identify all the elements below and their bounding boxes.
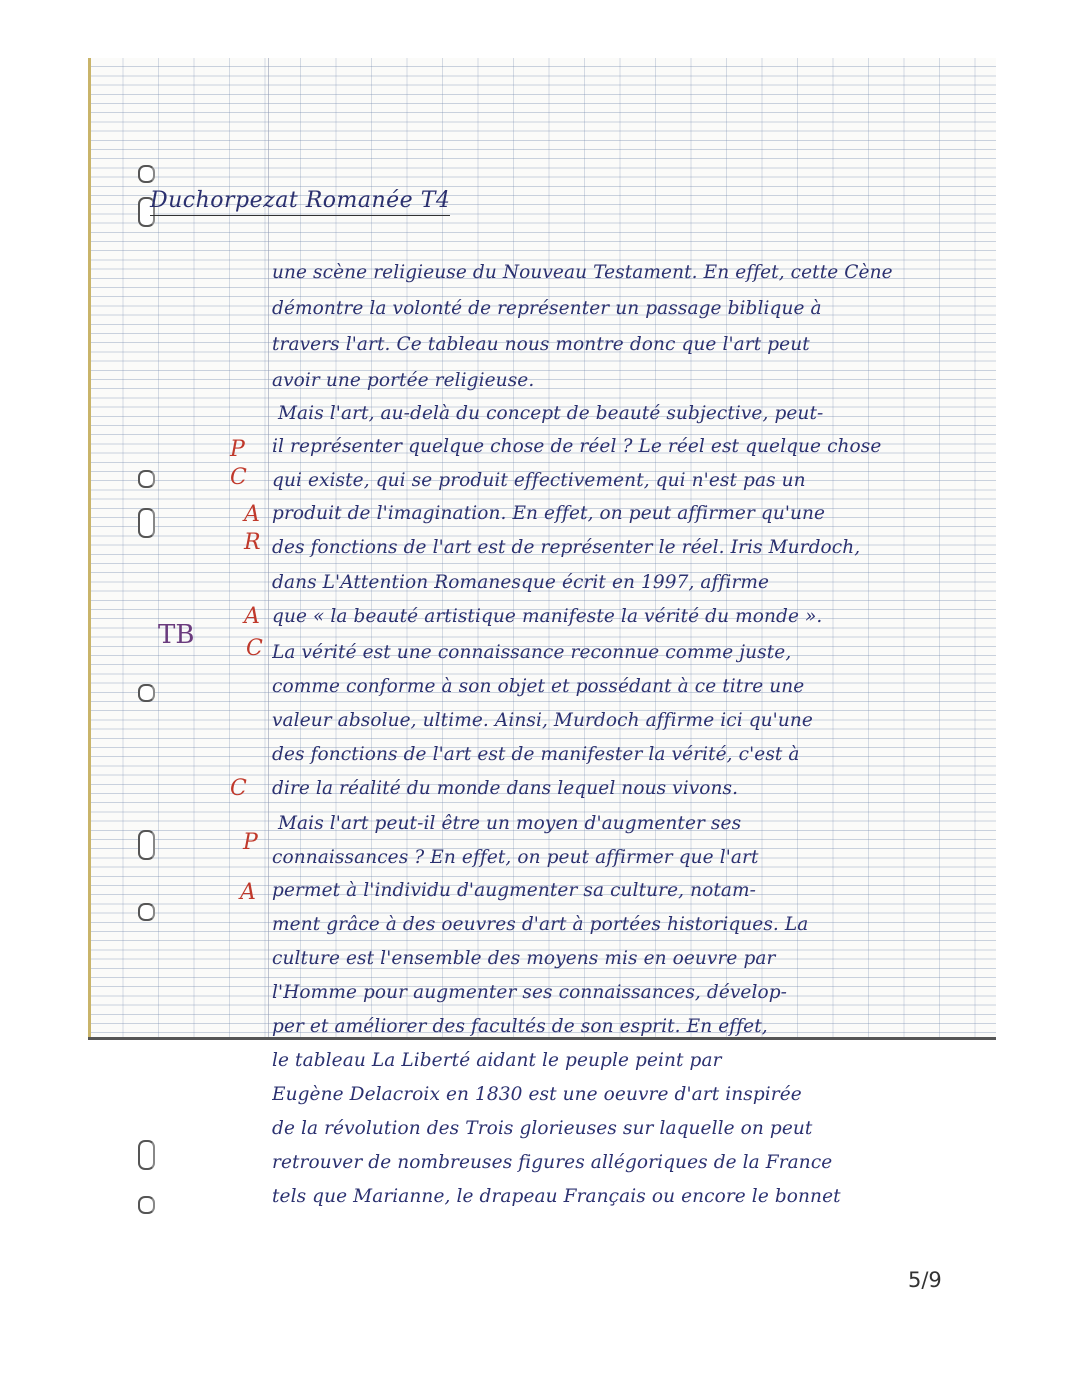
binder-hole [138, 470, 155, 488]
margin-letter-c: C [230, 776, 247, 801]
margin-letter-a: A [244, 502, 260, 527]
text-line: de la révolution des Trois glorieuses sur laquelle on peut [272, 1118, 813, 1139]
text-line: le tableau La Liberté aidant le peuple peint par [272, 1050, 722, 1071]
binder-hole [138, 684, 155, 702]
text-line: travers l'art. Ce tableau nous montre donc que l'art peut [272, 334, 810, 355]
text-line: dans L'Attention Romanesque écrit en 1997, affirme [272, 572, 770, 593]
binder-hole [138, 508, 155, 538]
text-line: qui existe, qui se produit effectivement, qui n'est pas un [272, 470, 806, 491]
text-line: l'Homme pour augmenter ses connaissances, dévelop- [272, 982, 788, 1003]
text-line: des fonctions de l'art est de manifester la vérité, c'est à [272, 744, 800, 765]
text-line: avoir une portée religieuse. [272, 370, 535, 391]
page-number: 5/9 [908, 1268, 942, 1292]
page-edge [88, 58, 91, 1040]
text-line: culture est l'ensemble des moyens mis en oeuvre par [272, 948, 776, 969]
binder-hole [138, 1140, 155, 1170]
text-line: comme conforme à son objet et possédant à ce titre une [272, 676, 805, 697]
text-line: que « la beauté artistique manifeste la vérité du monde ». [272, 606, 823, 627]
text-line: dire la réalité du monde dans lequel nous vivons. [272, 778, 739, 799]
text-line: produit de l'imagination. En effet, on peut affirmer qu'une [272, 503, 826, 524]
text-line: démontre la volonté de représenter un passage biblique à [272, 298, 822, 319]
margin-letter-p: P [230, 437, 245, 462]
text-line: ment grâce à des oeuvres d'art à portées historiques. La [272, 914, 809, 935]
text-line: retrouver de nombreuses figures allégoriques de la France [272, 1152, 833, 1173]
text-line: connaissances ? En effet, on peut affirmer que l'art [272, 847, 759, 868]
margin-letter-p: P [243, 830, 258, 855]
margin-letter-a: A [244, 604, 260, 629]
text-line: il représenter quelque chose de réel ? Le réel est quelque chose [272, 436, 882, 457]
author-name: Duchorpezat Romanée T4 [150, 188, 450, 216]
text-line: Mais l'art, au-delà du concept de beauté subjective, peut- [278, 403, 824, 424]
text-line: La vérité est une connaissance reconnue comme juste, [272, 642, 792, 663]
text-line: tels que Marianne, le drapeau Français ou encore le bonnet [272, 1186, 841, 1207]
margin-letter-c: C [230, 465, 247, 490]
binder-hole [138, 1196, 155, 1214]
binder-hole [138, 830, 155, 860]
text-line: Mais l'art peut-il être un moyen d'augmenter ses [278, 813, 742, 834]
margin-note-tb: TB [158, 620, 195, 650]
text-line: permet à l'individu d'augmenter sa culture, notam- [272, 880, 756, 901]
text-line: valeur absolue, ultime. Ainsi, Murdoch affirme ici qu'une [272, 710, 813, 731]
margin-letter-r: R [244, 530, 261, 555]
text-line: per et améliorer des facultés de son esprit. En effet, [272, 1016, 768, 1037]
binder-hole [138, 165, 155, 183]
binder-hole [138, 903, 155, 921]
margin-letter-a: A [240, 880, 256, 905]
text-line: des fonctions de l'art est de représenter le réel. Iris Murdoch, [272, 537, 861, 558]
text-line: une scène religieuse du Nouveau Testament. En effet, cette Cène [272, 262, 893, 283]
margin-letter-c: C [246, 636, 263, 661]
text-line: Eugène Delacroix en 1830 est une oeuvre d'art inspirée [272, 1084, 802, 1105]
